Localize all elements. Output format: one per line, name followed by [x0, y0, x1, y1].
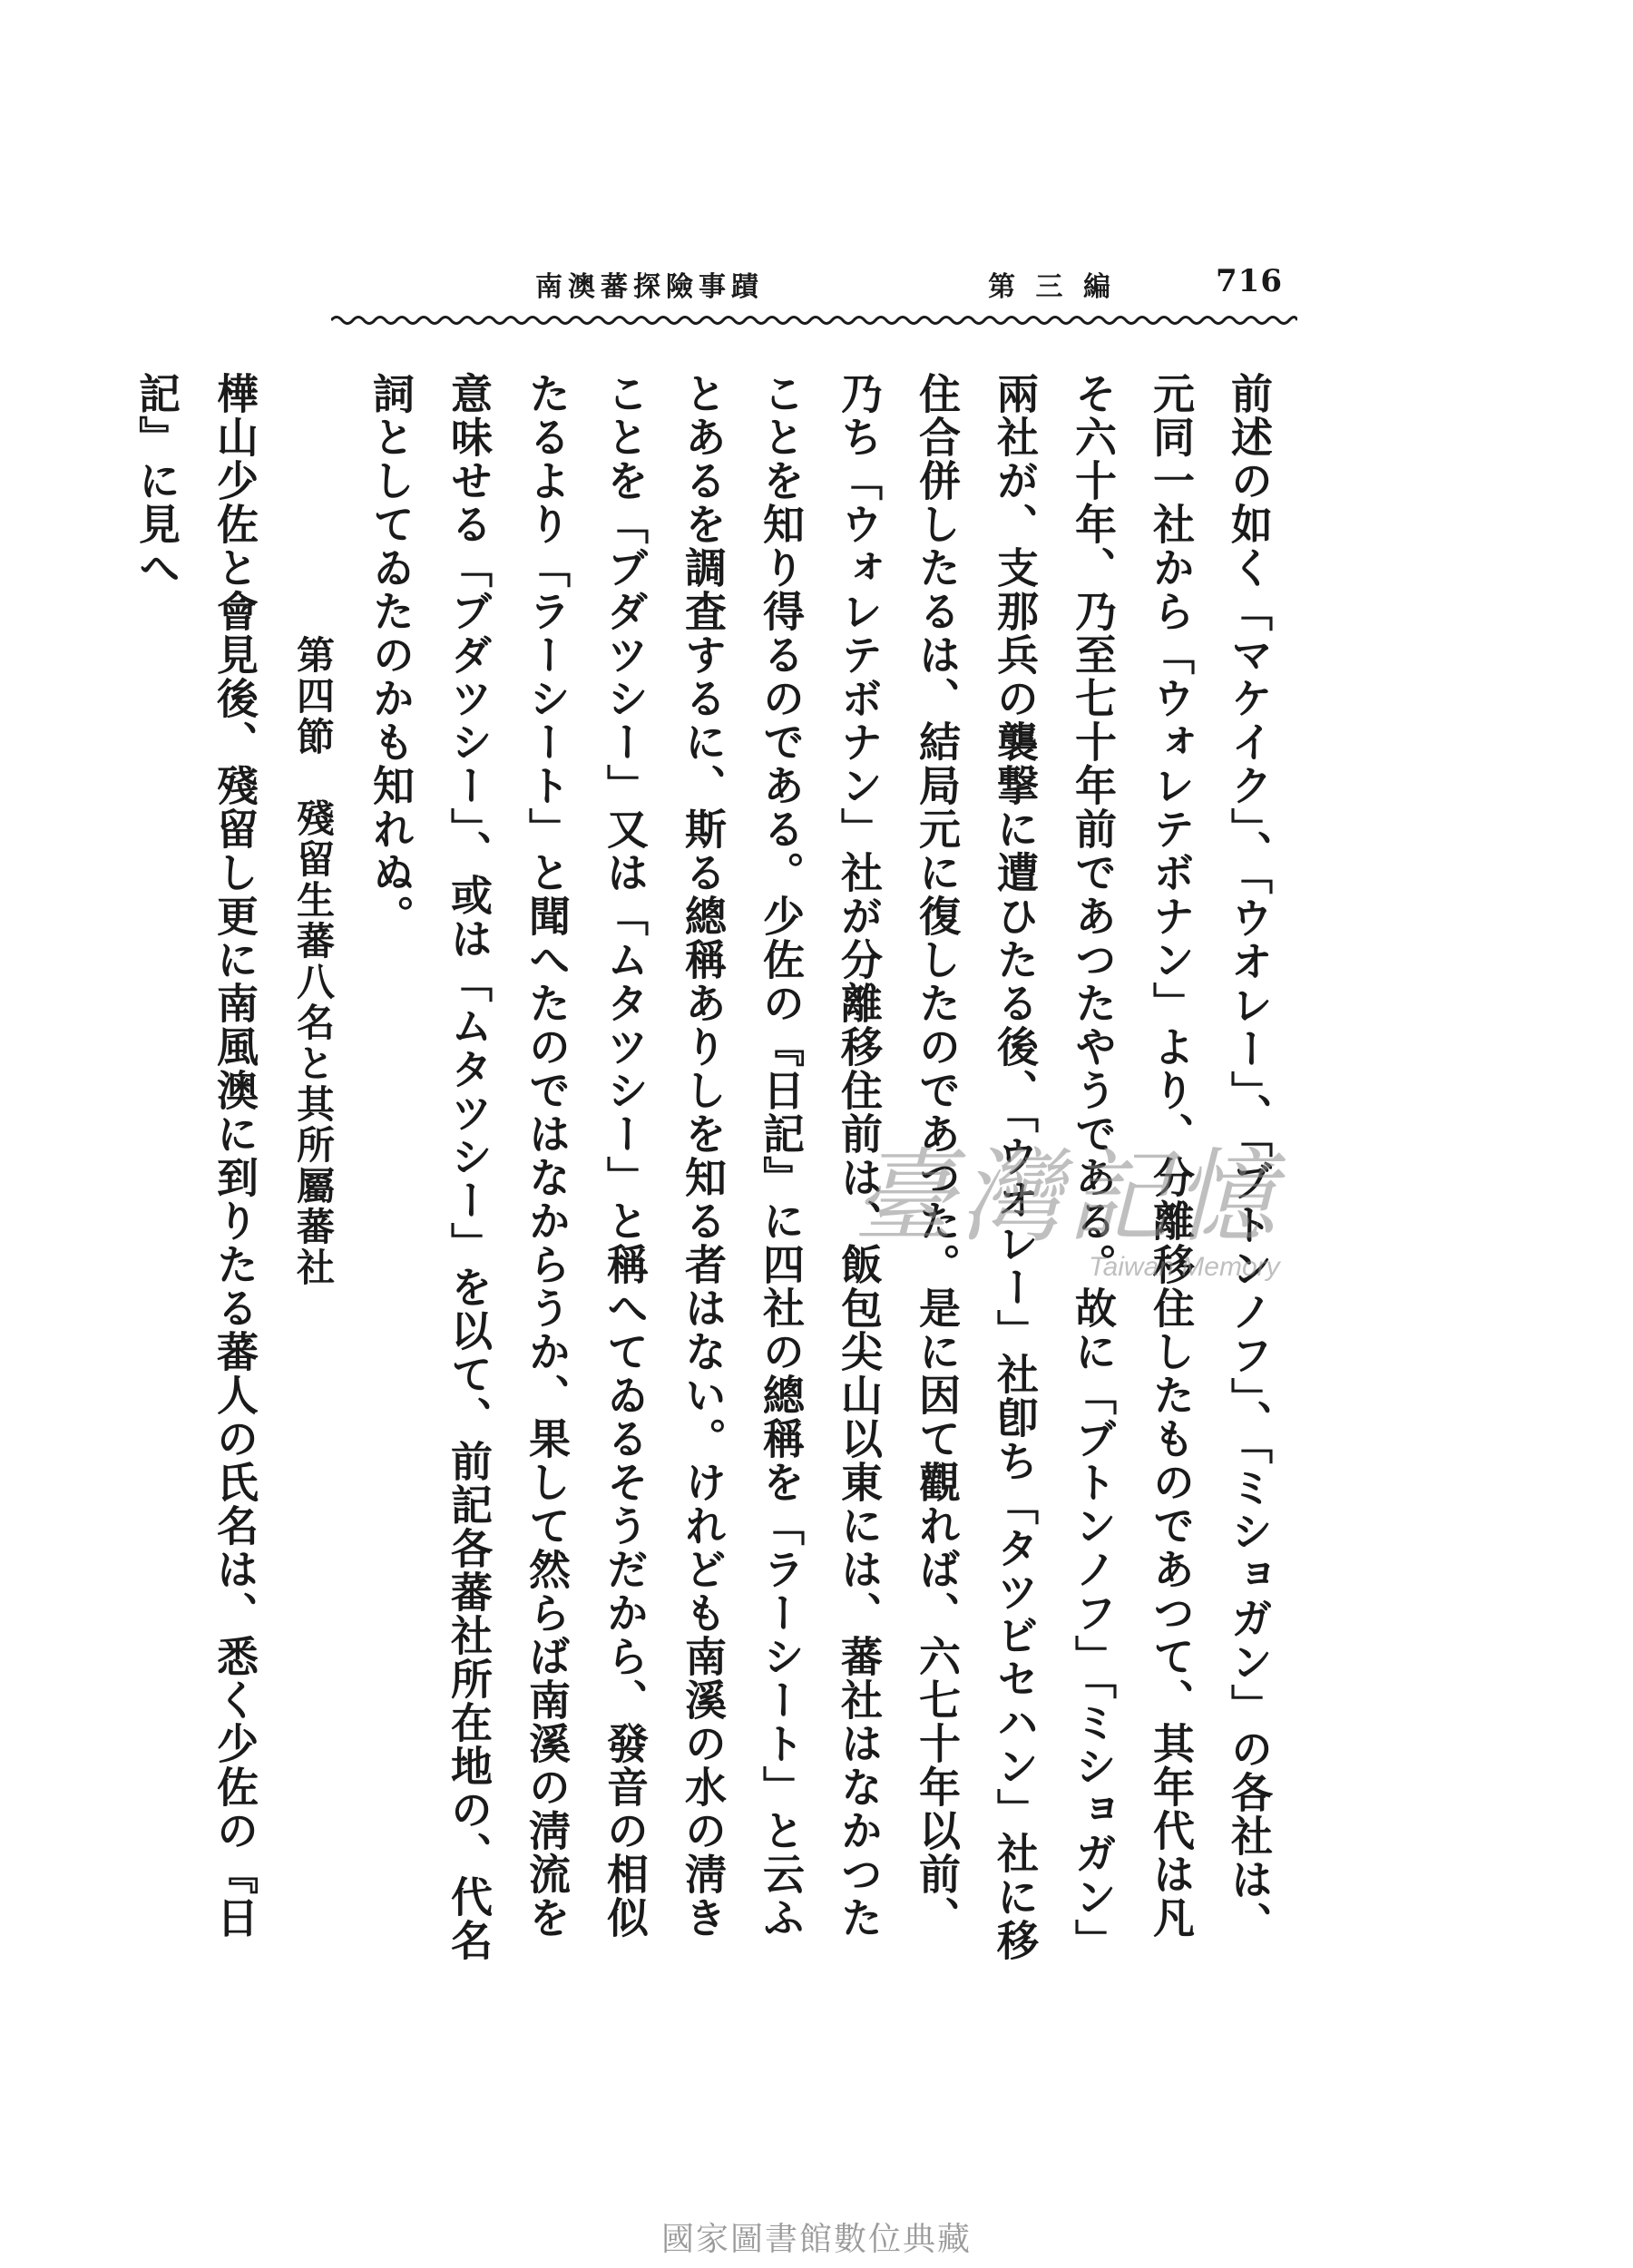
paragraph-2: 樺山少佐と會見後、殘留し更に南風澳に到りたる蕃人の氏名は、悉く少佐の『日記』に見へ	[132, 372, 259, 1940]
running-header	[535, 261, 1116, 307]
page-number: 716	[1216, 263, 1283, 299]
watermark-cjk: 臺灣記憶	[853, 1139, 1281, 1256]
section-separator	[274, 758, 352, 798]
vertical-text-body	[132, 372, 1288, 1969]
footer-collection-name: 國家圖書館數位典藏	[660, 2221, 972, 2258]
section-heading	[274, 372, 352, 1969]
watermark-en: Taiwan Memory	[1089, 1252, 1280, 1282]
section-number: 第四節	[291, 635, 336, 758]
header-chapter: 第 三 編	[988, 271, 1116, 303]
header-section-title: 南澳蕃探險事蹟	[535, 271, 764, 303]
header-wavy-rule	[331, 314, 1297, 327]
section-title: 殘留生蕃八名と其所屬蕃社	[291, 798, 336, 1288]
paragraph-1: 前述の如く「マケイク」、「ウオレー」、「ブトンノフ」、「ミショガン」の各社は、元同一社から「ウォレテボナン」より、分離移住したものであつて、其年代は凡そ六十年、乃至七十年前であつたやうである。故に「ブトンノフ」「ミショガン」兩社が、支那兵の襲撃に遭ひたる後、「ウオレー」社卽ち「タツビセハン」社に移住合併したるは、結局元に復したのであつた。是に因て觀れば、六七十年以前、乃ち「ウォレテボナン」社が分離移住前は、飯包尖山以東には、蕃社はなかつたことを知り得るのである。少佐の『日記』に四社の總稱を「ラーシート」と云ふとあるを調査するに、斯る總稱ありしを知る者はない。けれども南溪の水の淸きことを「ブダツシー」又は「ムタツシー」と稱へてゐるそうだから、發音の相似たるより「ラーシート」と聞へたのではなからうか、果して然らば南溪の淸流を意味せる「ブダツシー」、或は「ムタツシー」を以て、前記各蕃社所在地の、代名詞としてゐたのかも知れぬ。	[367, 372, 1274, 1962]
